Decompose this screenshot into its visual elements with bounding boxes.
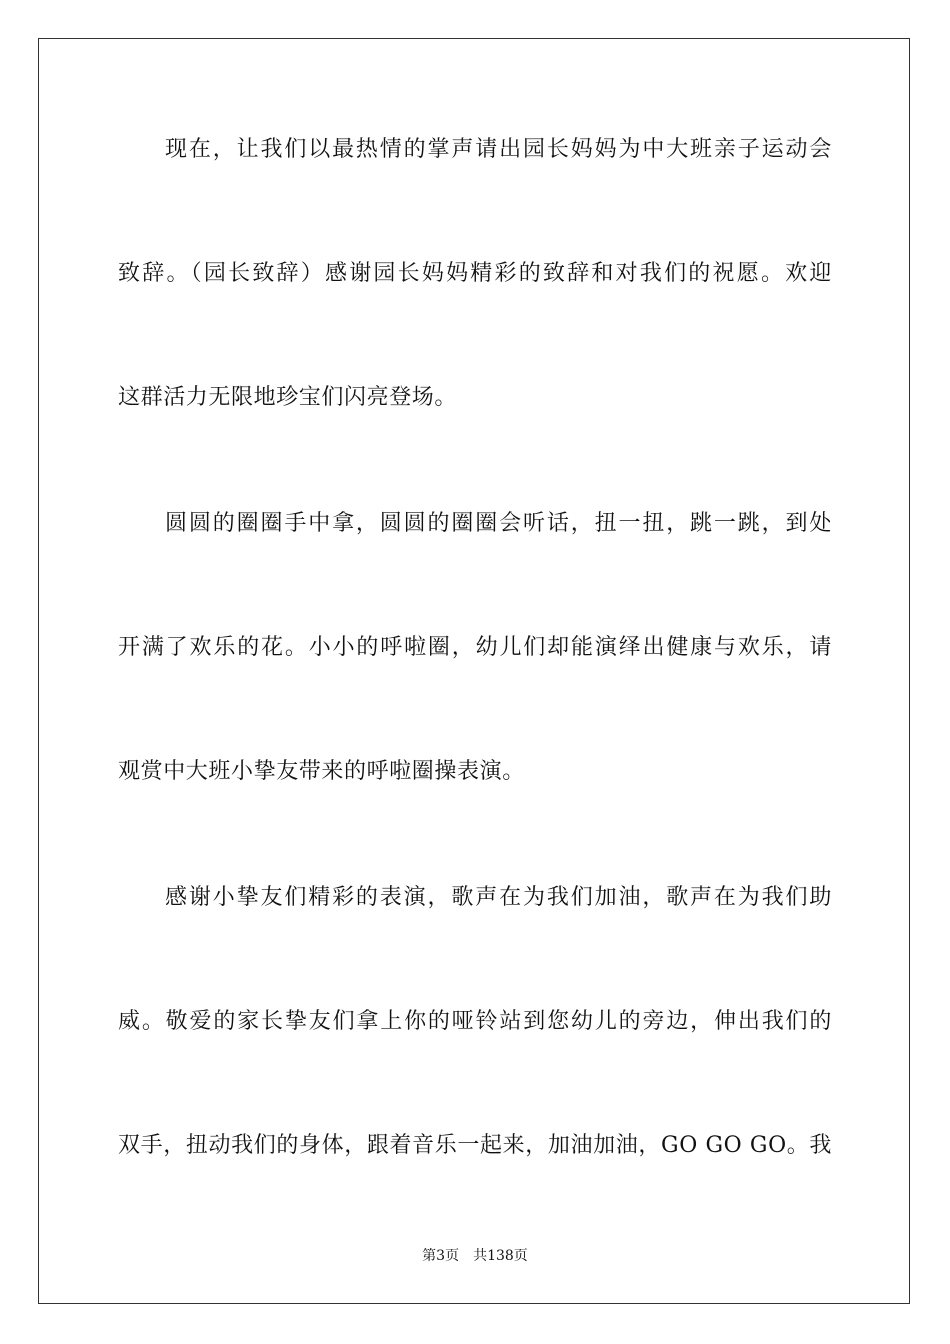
paragraph-2-line-1: 圆圆的圈圈手中拿，圆圆的圈圈会听话，扭一扭，跳一跳，到处	[165, 511, 832, 536]
paragraph-3-line-3: 双手，扭动我们的身体，跟着音乐一起来，加油加油，GO GO GO。我	[118, 1133, 832, 1158]
paragraph-1-line-2: 致辞。（园长致辞）感谢园长妈妈精彩的致辞和对我们的祝愿。欢迎	[118, 261, 832, 286]
paragraph-2-line-3: 观赏中大班小挚友带来的呼啦圈操表演。	[118, 759, 525, 784]
paragraph-3-line-2: 威。敬爱的家长挚友们拿上你的哑铃站到您幼儿的旁边，伸出我们的	[118, 1009, 832, 1034]
paragraph-1-line-3: 这群活力无限地珍宝们闪亮登场。	[118, 385, 458, 410]
page-footer: 第3页 共138页	[422, 1248, 528, 1264]
paragraph-3-line-1: 感谢小挚友们精彩的表演，歌声在为我们加油，歌声在为我们助	[165, 885, 832, 910]
paragraph-2-line-2: 开满了欢乐的花。小小的呼啦圈，幼儿们却能演绎出健康与欢乐，请	[118, 635, 832, 660]
paragraph-1-line-1: 现在，让我们以最热情的掌声请出园长妈妈为中大班亲子运动会	[165, 137, 832, 162]
page-border	[38, 38, 910, 1304]
